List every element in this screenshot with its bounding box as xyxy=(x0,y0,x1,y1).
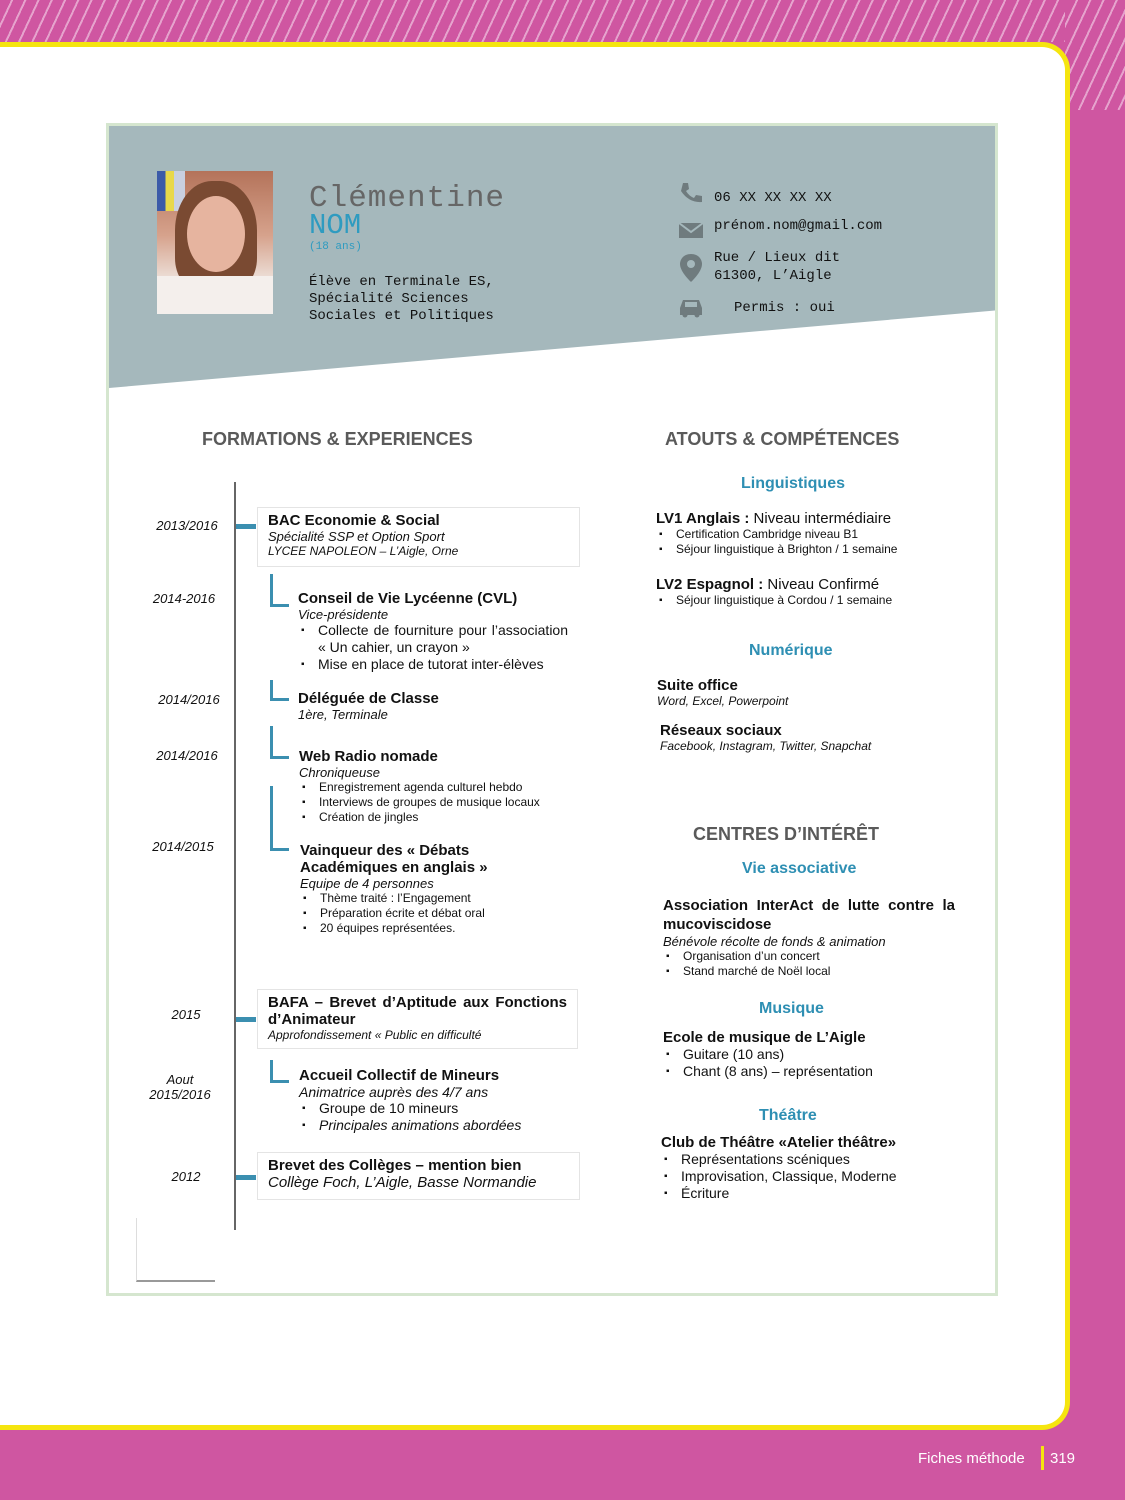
last-name: NOM xyxy=(309,209,362,242)
bullet: ▪ Écriture xyxy=(681,1185,961,1202)
asso-block xyxy=(663,896,955,979)
phone-number: 06 XX XX XX XX xyxy=(714,190,832,206)
entry-title: Vainqueur des « Débats Académiques en anglais » xyxy=(300,842,488,876)
entry-subtitle: Vice-présidente xyxy=(298,607,389,622)
cv-document xyxy=(106,123,998,1296)
asso-title: Vie associative xyxy=(742,860,857,877)
entry-debates xyxy=(300,842,540,936)
office-block xyxy=(657,677,957,708)
timeline-branch xyxy=(270,680,289,701)
entry-title: Web Radio nomade xyxy=(299,748,438,765)
first-name: Clémentine xyxy=(309,181,506,216)
theatre-bullets xyxy=(661,1151,961,1202)
entry-webradio xyxy=(299,748,579,825)
music-block xyxy=(663,1029,963,1080)
asso-bullets xyxy=(663,949,955,979)
lv1-block xyxy=(656,510,956,557)
timeline-marker xyxy=(236,1017,256,1022)
top-stripe-band xyxy=(0,0,1125,42)
entry-bullets xyxy=(298,622,568,673)
desc-line: Spécialité Sciences xyxy=(309,291,469,307)
footer-divider xyxy=(1041,1446,1044,1470)
entry-subtitle: Approfondissement « Public en difficulté xyxy=(268,1028,482,1042)
bullet: ▪ Certification Cambridge niveau B1 xyxy=(676,527,956,542)
office-sub: Word, Excel, Powerpoint xyxy=(657,694,789,708)
bullet: ▪ Collecte de fourniture pour l’association « Un cahier, un crayon » xyxy=(318,622,568,656)
entry-date: 2014-2016 xyxy=(152,591,216,606)
entry-brevet xyxy=(257,1152,580,1200)
entry-title: Déléguée de Classe xyxy=(298,690,439,707)
bullet: ▪ Séjour linguistique à Cordou / 1 semaine xyxy=(676,593,956,608)
linguistiques-title: Linguistiques xyxy=(741,475,845,492)
entry-subtitle: Spécialité SSP et Option Sport xyxy=(268,529,445,544)
social-title: Réseaux sociaux xyxy=(660,722,782,739)
timeline-marker xyxy=(236,1175,256,1180)
atouts-title: ATOUTS & COMPÉTENCES xyxy=(665,429,900,449)
entry-date: 2014/2015 xyxy=(152,839,214,854)
driving-license: Permis : oui xyxy=(734,300,835,316)
bullet: ▪ Création de jingles xyxy=(319,810,579,825)
entry-date: 2012 xyxy=(171,1169,201,1184)
entry-date xyxy=(135,1072,225,1102)
entry-bullets xyxy=(300,891,540,936)
entry-subtitle: Collège Foch, L’Aigle, Basse Normandie xyxy=(268,1174,537,1191)
timeline-branch xyxy=(270,726,289,759)
desc-line: Élève en Terminale ES, xyxy=(309,274,494,290)
mail-icon xyxy=(677,218,705,242)
entry-subtitle: LYCEE NAPOLEON – L’Aigle, Orne xyxy=(268,544,459,558)
bullet: ▪ Préparation écrite et débat oral xyxy=(320,906,540,921)
bullet: ▪ Mise en place de tutorat inter-élèves xyxy=(318,656,568,673)
lv2-level: Niveau Confirmé xyxy=(763,576,880,593)
address-line: 61300, L’Aigle xyxy=(714,268,832,284)
entry-date: 2015 xyxy=(171,1007,201,1022)
entry-title: BAFA – Brevet d’Aptitude aux Fonctions d’Animateur xyxy=(268,994,567,1028)
social-sub: Facebook, Instagram, Twitter, Snapchat xyxy=(660,739,872,753)
bullet: ▪ Groupe de 10 mineurs xyxy=(319,1100,579,1117)
bullet: ▪ Enregistrement agenda culturel hebdo xyxy=(319,780,579,795)
desc-line: Sociales et Politiques xyxy=(309,308,494,324)
office-title: Suite office xyxy=(657,677,738,694)
music-name: Ecole de musique de L’Aigle xyxy=(663,1029,866,1046)
timeline-line xyxy=(234,482,236,1230)
entry-subtitle: 1ère, Terminale xyxy=(298,707,388,722)
entry-bac xyxy=(257,507,580,567)
corner-rule xyxy=(136,1218,215,1282)
profile-photo xyxy=(157,171,273,314)
theatre-name: Club de Théâtre «Atelier théâtre» xyxy=(661,1134,897,1151)
numerique-title: Numérique xyxy=(749,642,833,659)
email: prénom.nom@gmail.com xyxy=(714,218,883,234)
entry-bullets xyxy=(299,780,579,825)
lv1-label: LV1 Anglais : xyxy=(656,510,750,527)
age: (18 ans) xyxy=(309,241,362,253)
page-number: 319 xyxy=(1050,1450,1076,1467)
bullet: ▪ Stand marché de Noël local xyxy=(683,964,955,979)
bullet: ▪ Thème traité : l’Engagement xyxy=(320,891,540,906)
entry-delegate xyxy=(298,690,568,722)
timeline-branch xyxy=(270,786,289,851)
asso-name: Association InterAct de lutte contre la mucoviscidose xyxy=(663,897,955,933)
bullet: ▪ Interviews de groupes de musique locaux xyxy=(319,795,579,810)
bullet: ▪ Improvisation, Classique, Moderne xyxy=(681,1168,961,1185)
bullet: ▪ Représentations scéniques xyxy=(681,1151,961,1168)
phone-icon xyxy=(677,181,705,205)
asso-sub: Bénévole récolte de fonds & animation xyxy=(663,934,886,949)
bullet: ▪ Organisation d’un concert xyxy=(683,949,955,964)
entry-title: Brevet des Collèges – mention bien xyxy=(268,1157,522,1174)
entry-title: BAC Economie & Social xyxy=(268,512,440,529)
right-stripe-band xyxy=(1065,0,1125,110)
lv1-bullets xyxy=(656,527,956,557)
music-bullets xyxy=(663,1046,963,1080)
date-line: Aout xyxy=(166,1072,194,1087)
entry-subtitle: Equipe de 4 personnes xyxy=(300,876,434,891)
entry-subtitle: Chroniqueuse xyxy=(299,765,380,780)
bullet: ▪ Principales animations abordées xyxy=(319,1117,579,1134)
address xyxy=(714,249,840,285)
theatre-title: Théâtre xyxy=(759,1107,817,1124)
footer-section-label: Fiches méthode xyxy=(918,1450,1025,1467)
bullet: ▪ Guitare (10 ans) xyxy=(683,1046,963,1063)
entry-title: Accueil Collectif de Mineurs xyxy=(299,1067,500,1084)
social-block xyxy=(660,722,960,753)
entry-subtitle: Animatrice auprès des 4/7 ans xyxy=(299,1084,489,1100)
location-pin-icon xyxy=(677,252,705,284)
entry-date: 2014/2016 xyxy=(158,692,220,707)
timeline-marker xyxy=(236,524,256,529)
entry-bullets xyxy=(299,1100,579,1134)
formations-title: FORMATIONS & EXPERIENCES xyxy=(202,429,473,449)
lv2-block xyxy=(656,576,956,608)
address-line: Rue / Lieux dit xyxy=(714,250,841,266)
centres-title: CENTRES D’INTÉRÊT xyxy=(693,824,880,844)
lv1-level: Niveau intermédiaire xyxy=(749,510,892,527)
lv2-bullets xyxy=(656,593,956,608)
entry-title: Conseil de Vie Lycéenne (CVL) xyxy=(298,590,518,607)
lv2-label: LV2 Espagnol : xyxy=(656,576,764,593)
timeline-branch xyxy=(270,574,289,607)
car-icon xyxy=(677,294,705,318)
profile-description xyxy=(309,274,494,325)
bullet: ▪ Chant (8 ans) – représentation xyxy=(683,1063,963,1080)
music-title: Musique xyxy=(759,1000,824,1017)
date-line: 2015/2016 xyxy=(149,1087,211,1102)
bullet: ▪ 20 équipes représentées. xyxy=(320,921,540,936)
entry-acm xyxy=(299,1067,579,1134)
theatre-block xyxy=(661,1134,961,1202)
timeline-branch xyxy=(270,1060,289,1083)
entry-cvl xyxy=(298,590,568,673)
entry-bafa xyxy=(257,989,578,1049)
entry-date: 2014/2016 xyxy=(156,748,218,763)
entry-date: 2013/2016 xyxy=(156,518,218,533)
bullet: ▪ Séjour linguistique à Brighton / 1 semaine xyxy=(676,542,956,557)
